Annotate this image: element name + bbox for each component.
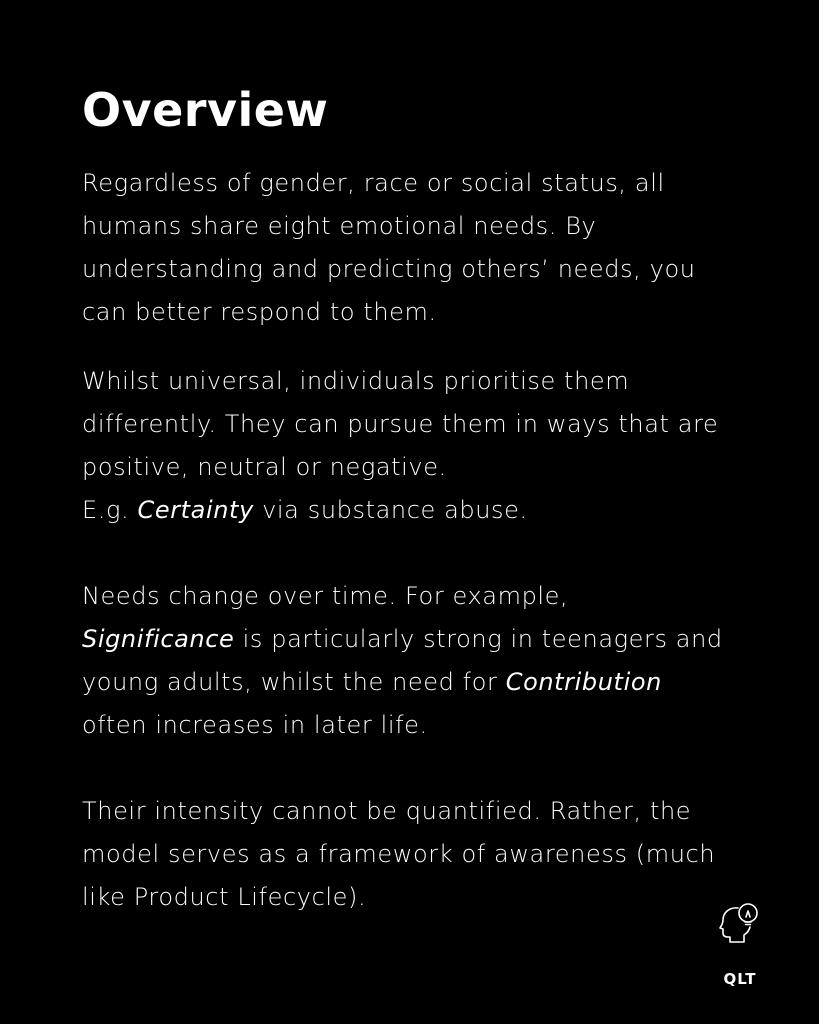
term-contribution: Contribution — [505, 668, 662, 696]
paragraph-change — [82, 575, 732, 747]
paragraph-intro: Regardless of gender, race or social status, all humans share eight emotional needs. By understanding and predicting others’ needs, you can better respond to them. — [82, 169, 696, 326]
paragraph-change-tail: often increases in later life. — [82, 711, 428, 739]
head-lightbulb-icon — [716, 898, 762, 944]
term-certainty: Certainty — [137, 496, 254, 524]
paragraph-change-lead: Needs change over time. For example, — [82, 582, 569, 610]
brand-name: QLT — [723, 970, 757, 988]
paragraph-intensity: Their intensity cannot be quantified. Rather, the model serves as a framework of awareness (much like Product Lifecycle). — [82, 797, 716, 911]
paragraph-change-mid: is particularly strong in teenagers and young adults, whilst the need for — [82, 625, 723, 696]
term-significance: Significance — [82, 625, 235, 653]
paragraph-prioritise — [82, 360, 732, 532]
page-title: Overview — [82, 83, 329, 137]
body-text — [82, 162, 732, 919]
example-prefix: E.g. — [82, 496, 130, 524]
paragraph-prioritise-text: Whilst universal, individuals prioritise them differently. They can pursue them in ways that are positive, neutral or negative. — [82, 367, 719, 481]
example-suffix: via substance abuse. — [262, 496, 528, 524]
